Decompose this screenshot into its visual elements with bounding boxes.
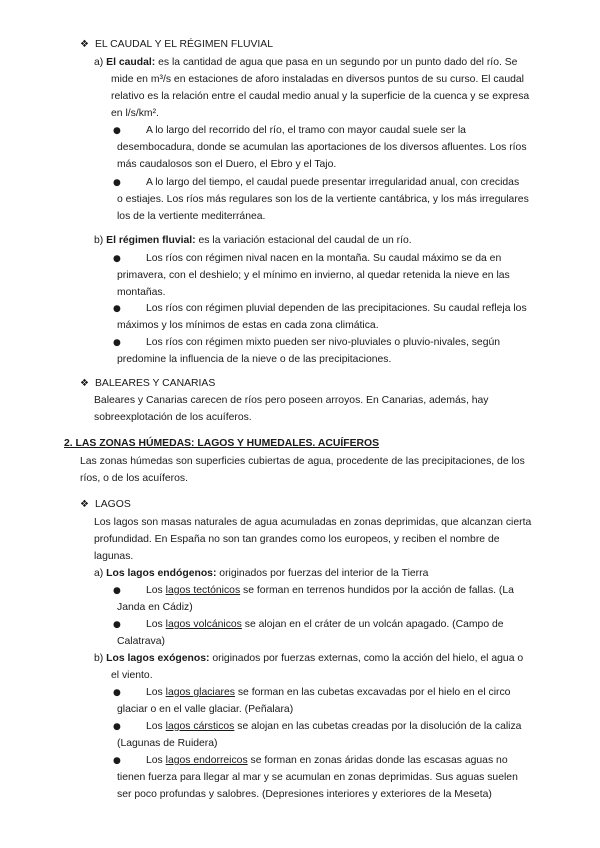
bullet-line: glaciar o en el valle glaciar. (Peñalara): [117, 704, 294, 715]
paragraph-line: ríos, o de los acuíferos.: [80, 473, 189, 484]
bullet-line: Los ríos con régimen nival nacen en la montaña. Su caudal máximo se da en: [146, 253, 502, 264]
bullet-icon: ●: [113, 126, 121, 136]
bullet-line: o estiajes. Los ríos más regulares son los de la vertiente cantábrica, y los más irregulares: [117, 194, 529, 205]
diamond-bullet-icon: ❖: [80, 39, 89, 50]
paragraph-line: profundidad. En España no son tan grandes como los europeos, y reciben el nombre de: [94, 534, 500, 545]
term: Los lagos endógenos:: [106, 568, 217, 579]
bullet-icon: ●: [113, 620, 121, 630]
bullet-icon: ●: [113, 688, 121, 698]
item-b-exogenos: [94, 650, 523, 667]
bullet-icon: ●: [113, 586, 121, 596]
text: se forman en terrenos hundidos por la acción de fallas. (La: [240, 585, 514, 596]
bullet-line: [146, 582, 514, 599]
paragraph-line: Las zonas húmedas son superficies cubiertas de agua, procedente de las precipitaciones, de los: [80, 456, 525, 467]
item-label: b): [94, 235, 104, 246]
term: El caudal:: [106, 57, 156, 68]
item-b-regimen: [94, 232, 412, 249]
paragraph-line: en l/s/km².: [111, 108, 159, 119]
text: Los: [146, 687, 166, 698]
item-a-endogenos: [94, 565, 428, 582]
bullet-icon: ●: [113, 338, 121, 348]
term-underlined: lagos endorreicos: [165, 755, 248, 766]
text: Los: [146, 721, 166, 732]
bullet-line: desembocadura, donde se acumulan las aportaciones de los diversos afluentes. Los ríos: [117, 142, 527, 153]
bullet-line: Los ríos con régimen pluvial dependen de las precipitaciones. Su caudal refleja los: [146, 303, 527, 314]
term: Los lagos exógenos:: [106, 653, 210, 664]
heading-text: BALEARES Y CANARIAS: [94, 378, 216, 389]
bullet-line: A lo largo del tiempo, el caudal puede presentar irregularidad anual, con crecidas: [146, 177, 520, 188]
bullet-line: [146, 752, 508, 769]
bullet-line: más caudalosos son el Duero, el Ebro y el Tajo.: [117, 159, 337, 170]
bullet-icon: ●: [113, 178, 121, 188]
text: se forman en las cubetas excavadas por el hielo en el circo: [234, 687, 511, 698]
section-heading-zonas-humedas: 2. LAS ZONAS HÚMEDAS: LAGOS Y HUMEDALES. ACUÍFEROS: [64, 438, 380, 449]
bullet-line: A lo largo del recorrido del río, el tramo con mayor caudal suele ser la: [146, 125, 466, 136]
diamond-bullet-icon: ❖: [80, 499, 89, 510]
item-label: a): [94, 568, 104, 579]
text: se alojan en el cráter de un volcán apagado. (Campo de: [241, 619, 504, 630]
section-heading-lagos: [80, 496, 131, 513]
bullet-line: Janda en Cádiz): [117, 602, 193, 613]
bullet-line: [146, 684, 510, 701]
bullet-line: tienen fuerza para llegar al mar y se acumulan en zonas deprimidas. Sus aguas suelen: [117, 772, 518, 783]
text: Los: [146, 619, 166, 630]
term-underlined: lagos cársticos: [165, 721, 235, 732]
bullet-line: (Lagunas de Ruidera): [117, 738, 218, 749]
section-heading-baleares: [80, 375, 215, 392]
item-label: a): [94, 57, 104, 68]
paragraph-line: el viento.: [111, 670, 153, 681]
heading-text: EL CAUDAL Y EL RÉGIMEN FLUVIAL: [94, 39, 274, 50]
term-underlined: lagos volcánicos: [165, 619, 242, 630]
paragraph-line: Los lagos son masas naturales de agua acumuladas en zonas deprimidas, que alcanzan cierta: [94, 517, 532, 528]
bullet-icon: ●: [113, 304, 121, 314]
bullet-line: [146, 718, 521, 735]
bullet-line: montañas.: [117, 287, 166, 298]
section-heading-caudal: [80, 36, 273, 53]
paragraph-line: mide en m³/s en estaciones de aforo instaladas en diversos puntos de su curso. El caudal: [111, 74, 524, 85]
bullet-line: Los ríos con régimen mixto pueden ser nivo-pluviales o pluvio-nivales, según: [146, 337, 501, 348]
paragraph-line: es la cantidad de agua que pasa en un segundo por un punto dado del río. Se: [155, 57, 518, 68]
bullet-icon: ●: [113, 722, 121, 732]
paragraph-line: relativo es la relación entre el caudal medio anual y la superficie de la cuenca y se expresa: [111, 91, 530, 102]
paragraph-line: es la variación estacional del caudal de un río.: [195, 235, 412, 246]
paragraph-line: sobreexplotación de los acuíferos.: [94, 412, 252, 423]
bullet-line: primavera, con el deshielo; y el mínimo en invierno, al quedar retenida la nieve en las: [117, 270, 510, 281]
bullet-icon: ●: [113, 756, 121, 766]
bullet-line: predomine la influencia de la nieve o de las precipitaciones.: [117, 354, 392, 365]
paragraph-line: Baleares y Canarias carecen de ríos pero poseen arroyos. En Canarias, además, hay: [94, 395, 489, 406]
bullet-line: [146, 616, 504, 633]
term-underlined: lagos tectónicos: [165, 585, 241, 596]
bullet-line: ser poco profundas y salobres. (Depresiones interiores y exteriores de la Meseta): [117, 789, 492, 800]
bullet-line: Calatrava): [117, 636, 165, 647]
paragraph-line: originados por fuerzas del interior de la Tierra: [216, 568, 429, 579]
bullet-icon: ●: [113, 254, 121, 264]
bullet-line: máximos y los mínimos de estas en cada zona climática.: [117, 320, 379, 331]
text: se forman en zonas áridas donde las escasas aguas no: [247, 755, 508, 766]
paragraph-line: originados por fuerzas externas, como la acción del hielo, el agua o: [209, 653, 524, 664]
term: El régimen fluvial:: [106, 235, 196, 246]
heading-text: LAGOS: [94, 499, 131, 510]
item-label: b): [94, 653, 104, 664]
text: Los: [146, 585, 166, 596]
text: se alojan en las cubetas creadas por la disolución de la caliza: [234, 721, 522, 732]
text: Los: [146, 755, 166, 766]
bullet-line: los de la vertiente mediterránea.: [117, 211, 266, 222]
diamond-bullet-icon: ❖: [80, 378, 89, 389]
term-underlined: lagos glaciares: [165, 687, 235, 698]
paragraph-line: lagunas.: [94, 551, 134, 562]
item-a-caudal: [94, 54, 517, 71]
